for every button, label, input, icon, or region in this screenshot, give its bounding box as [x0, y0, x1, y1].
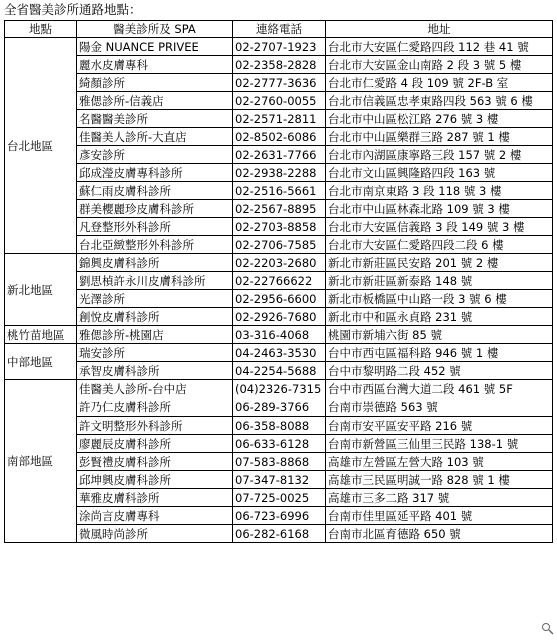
address-cell: 新北市新莊區民安路 201 號 2 樓 [326, 254, 553, 272]
phone-line: (04)2326-7315 [235, 382, 322, 396]
phone-cell: 04-2254-5688 [233, 362, 326, 380]
table-row [5, 92, 553, 110]
table-row [5, 489, 553, 507]
resize-corner-icon [541, 622, 555, 636]
address-cell: 新北市新莊區新泰路 148 號 [326, 272, 553, 290]
address-cell: 高雄市三民區明誠一路 828 號 1 樓 [326, 471, 553, 489]
table-row [5, 110, 553, 128]
address-cell: 台北市中山區樂群三路 287 號 1 樓 [326, 128, 553, 146]
table-row [5, 272, 553, 290]
phone-cell: 02-2760-0055 [233, 92, 326, 110]
address-cell: 高雄市三多二路 317 號 [326, 489, 553, 507]
clinic-cell: 許文明整形外科診所 [77, 417, 233, 435]
phone-cell: 02-2571-2811 [233, 110, 326, 128]
table-row [5, 380, 553, 417]
address-cell: 台南市新營區三仙里三民路 138-1 號 [326, 435, 553, 453]
table-row [5, 525, 553, 543]
header-clinic: 醫美診所及 SPA [77, 21, 233, 38]
phone-line: 06-289-3766 [235, 400, 310, 414]
header-address: 地址 [326, 21, 553, 38]
address-cell: 台北市內湖區康寧路三段 157 號 2 樓 [326, 146, 553, 164]
region-cell: 新北地區 [5, 254, 77, 326]
clinic-line: 許乃仁皮膚科診所 [79, 400, 171, 414]
address-line: 台中市西區台灣大道二段 461 號 5F [328, 382, 513, 396]
clinic-cell: 雅偲診所-信義店 [77, 92, 233, 110]
table-row [5, 435, 553, 453]
clinic-line: 佳醫美人診所-台中店 [79, 382, 187, 396]
clinic-cell: 創悅皮膚科診所 [77, 308, 233, 326]
table-row [5, 56, 553, 74]
table-row [5, 128, 553, 146]
table-row [5, 417, 553, 435]
page-title: 全省醫美診所通路地點： [4, 2, 142, 17]
table-row [5, 308, 553, 326]
phone-cell: 02-2956-6600 [233, 290, 326, 308]
table-row [5, 218, 553, 236]
table-row [5, 507, 553, 525]
clinic-cell: 瑞安診所 [77, 344, 233, 362]
table-row [5, 182, 553, 200]
table-row [5, 200, 553, 218]
phone-cell: 06-358-8088 [233, 417, 326, 435]
clinic-cell: 光澤診所 [77, 290, 233, 308]
clinic-cell: 涂尚言皮膚專科 [77, 507, 233, 525]
table-row [5, 236, 553, 254]
phone-cell: 02-2631-7766 [233, 146, 326, 164]
phone-cell: 02-2203-2680 [233, 254, 326, 272]
phone-cell: 06-723-6996 [233, 507, 326, 525]
clinic-cell: 彥安診所 [77, 146, 233, 164]
clinic-cell: 群美櫻麗珍皮膚科診所 [77, 200, 233, 218]
clinic-cell: 綺顏診所 [77, 74, 233, 92]
clinic-cell: 陽金 NUANCE PRIVEE [77, 38, 233, 56]
phone-cell: 02-2358-2828 [233, 56, 326, 74]
address-cell: 台北市文山區興隆路四段 163 號 [326, 164, 553, 182]
phone-cell: 02-2707-1923 [233, 38, 326, 56]
phone-cell: 02-2777-3636 [233, 74, 326, 92]
address-cell: 台北市中山區松江路 276 號 3 樓 [326, 110, 553, 128]
phone-cell: 02-8502-6086 [233, 128, 326, 146]
phone-cell: 07-347-8132 [233, 471, 326, 489]
phone-cell: 07-725-0025 [233, 489, 326, 507]
clinic-cell: 雅偲診所-桃園店 [77, 326, 233, 344]
clinic-cell: 凡登整形外科診所 [77, 218, 233, 236]
address-cell: 台中市黎明路二段 452 號 [326, 362, 553, 380]
phone-cell: 06-282-6168 [233, 525, 326, 543]
address-cell: 高雄市左營區左營大路 103 號 [326, 453, 553, 471]
clinic-cell: 微風時尚診所 [77, 525, 233, 543]
phone-cell: 02-2516-5661 [233, 182, 326, 200]
table-row [5, 344, 553, 362]
address-cell: 台南市北區育德路 650 號 [326, 525, 553, 543]
region-cell: 桃竹苗地區 [5, 326, 77, 344]
address-cell: 台北市大安區信義路 3 段 149 號 3 樓 [326, 218, 553, 236]
clinic-cell: 承智皮膚科診所 [77, 362, 233, 380]
clinic-cell: 邱成瀅皮膚專科診所 [77, 164, 233, 182]
header-phone: 連絡電話 [233, 21, 326, 38]
address-cell: 台北市南京東路 3 段 118 號 3 樓 [326, 182, 553, 200]
table-row [5, 146, 553, 164]
table-row [5, 164, 553, 182]
clinic-cell: 彭賢禮皮膚科診所 [77, 453, 233, 471]
address-cell [326, 380, 553, 417]
clinic-cell: 劉思楨許永川皮膚科診所 [77, 272, 233, 290]
clinic-cell: 名醫醫美診所 [77, 110, 233, 128]
table-row [5, 74, 553, 92]
address-cell: 台北市信義區忠孝東路四段 563 號 6 樓 [326, 92, 553, 110]
table-row [5, 38, 553, 56]
clinic-cell: 台北亞緻整形外科診所 [77, 236, 233, 254]
address-cell: 台北市大安區仁愛路四段 112 巷 41 號 [326, 38, 553, 56]
phone-cell: 02-22766622 [233, 272, 326, 290]
clinic-cell: 佳醫美人診所-大直店 [77, 128, 233, 146]
phone-cell: 06-633-6128 [233, 435, 326, 453]
clinic-table [4, 20, 553, 543]
table-row [5, 453, 553, 471]
address-cell: 桃園市新埔六街 85 號 [326, 326, 553, 344]
clinic-cell: 華雅皮膚科診所 [77, 489, 233, 507]
clinic-cell: 邱坤興皮膚科診所 [77, 471, 233, 489]
phone-cell: 02-2926-7680 [233, 308, 326, 326]
table-header-row [5, 21, 553, 38]
address-cell: 台南市安平區安平路 216 號 [326, 417, 553, 435]
region-cell: 台北地區 [5, 38, 77, 254]
address-line: 台南市崇德路 563 號 [328, 400, 438, 414]
clinic-cell: 麗水皮膚專科 [77, 56, 233, 74]
clinic-cell: 廖麗辰皮膚科診所 [77, 435, 233, 453]
phone-cell: 04-2463-3530 [233, 344, 326, 362]
table-row [5, 290, 553, 308]
phone-cell: 02-2567-8895 [233, 200, 326, 218]
phone-cell: 02-2938-2288 [233, 164, 326, 182]
table-row [5, 471, 553, 489]
clinic-cell: 錦興皮膚科診所 [77, 254, 233, 272]
phone-cell: 07-583-8868 [233, 453, 326, 471]
phone-cell: 02-2703-8858 [233, 218, 326, 236]
address-cell: 台中市西屯區福科路 946 號 1 樓 [326, 344, 553, 362]
address-cell: 台北市大安區金山南路 2 段 3 號 5 樓 [326, 56, 553, 74]
phone-cell [233, 380, 326, 417]
table-row [5, 254, 553, 272]
clinic-cell [77, 380, 233, 417]
address-cell: 台南市佳里區延平路 401 號 [326, 507, 553, 525]
region-cell: 中部地區 [5, 344, 77, 380]
clinic-cell: 蘇仁雨皮膚科診所 [77, 182, 233, 200]
table-row [5, 362, 553, 380]
header-location: 地點 [5, 21, 77, 38]
table-row [5, 326, 553, 344]
phone-cell: 03-316-4068 [233, 326, 326, 344]
address-cell: 台北市大安區仁愛路四段二段 6 樓 [326, 236, 553, 254]
address-cell: 新北市中和區永貞路 231 號 [326, 308, 553, 326]
address-cell: 台北市中山區林森北路 109 號 3 樓 [326, 200, 553, 218]
address-cell: 新北市板橋區中山路一段 3 號 6 樓 [326, 290, 553, 308]
phone-cell: 02-2706-7585 [233, 236, 326, 254]
table-body [5, 38, 553, 543]
address-cell: 台北市仁愛路 4 段 109 號 2F-B 室 [326, 74, 553, 92]
region-cell: 南部地區 [5, 380, 77, 543]
